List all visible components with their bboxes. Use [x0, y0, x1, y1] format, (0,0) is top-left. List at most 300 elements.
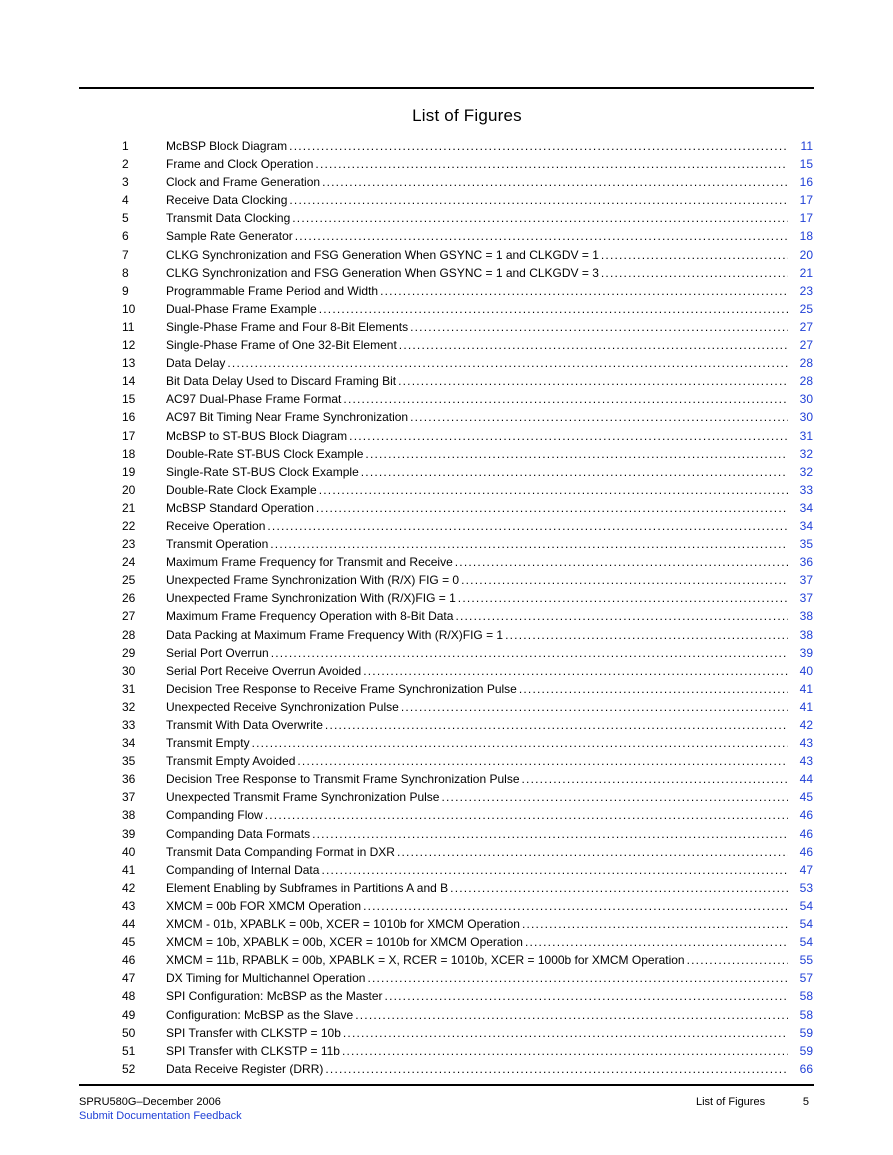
- figure-entry: [0, 499, 893, 517]
- figure-number: 29: [122, 645, 136, 660]
- figure-page-link[interactable]: 32: [799, 464, 813, 479]
- figure-entry: [0, 517, 893, 535]
- figure-entry: [0, 951, 893, 969]
- figure-entry: [0, 137, 893, 155]
- figure-link[interactable]: [166, 770, 788, 788]
- figure-title: Transmit Data Companding Format in DXR: [166, 844, 395, 859]
- figure-title: Double-Rate Clock Example: [166, 482, 317, 497]
- figure-title: Serial Port Overrun: [166, 645, 269, 660]
- figure-page-link[interactable]: 38: [799, 627, 813, 642]
- dot-leader: [355, 1006, 788, 1024]
- figure-page-link[interactable]: 28: [799, 374, 813, 389]
- figure-entry: [0, 933, 893, 951]
- figure-number: 18: [122, 446, 136, 461]
- dot-leader: [321, 861, 788, 879]
- figure-number: 24: [122, 555, 136, 570]
- dot-leader: [522, 915, 788, 933]
- dot-leader: [319, 481, 788, 499]
- figure-entry: [0, 318, 893, 336]
- figure-title: Maximum Frame Frequency for Transmit and Receive: [166, 555, 453, 570]
- figure-entry: [0, 969, 893, 987]
- dot-leader: [271, 644, 788, 662]
- dot-leader: [441, 788, 788, 806]
- figure-entry: [0, 390, 893, 408]
- dot-leader: [397, 843, 788, 861]
- figure-number: 46: [122, 953, 136, 968]
- figure-page-link[interactable]: 53: [799, 880, 813, 895]
- figure-entry: [0, 626, 893, 644]
- figure-title: Transmit Empty Avoided: [166, 754, 296, 769]
- dot-leader: [227, 354, 788, 372]
- figure-page-link[interactable]: 31: [799, 428, 813, 443]
- figure-link[interactable]: [166, 969, 788, 987]
- figure-number: 48: [122, 989, 136, 1004]
- figure-link[interactable]: [166, 336, 788, 354]
- figure-link[interactable]: [166, 589, 788, 607]
- figure-number: 8: [122, 265, 129, 280]
- figure-number: 19: [122, 464, 136, 479]
- figure-entry: [0, 445, 893, 463]
- figure-number: 44: [122, 917, 136, 932]
- figure-page-link[interactable]: 35: [799, 537, 813, 552]
- figure-entry: [0, 680, 893, 698]
- figure-entry: [0, 716, 893, 734]
- figure-link[interactable]: [166, 788, 788, 806]
- figure-title: Data Packing at Maximum Frame Frequency With (R/X)FIG = 1: [166, 627, 504, 642]
- figure-entry: [0, 481, 893, 499]
- figure-page-link[interactable]: 55: [799, 953, 813, 968]
- figure-link[interactable]: [166, 644, 788, 662]
- figure-link[interactable]: [166, 517, 788, 535]
- figure-link[interactable]: [166, 680, 788, 698]
- figure-title: Element Enabling by Subframes in Partitions A and B: [166, 880, 449, 895]
- figure-title: Decision Tree Response to Transmit Frame Synchronization Pulse: [166, 772, 520, 787]
- figure-page-link[interactable]: 20: [799, 247, 813, 262]
- figure-link[interactable]: [166, 372, 788, 390]
- figure-number: 42: [122, 880, 136, 895]
- figure-page-link[interactable]: 17: [799, 211, 813, 226]
- figure-link[interactable]: [166, 318, 788, 336]
- figure-number: 38: [122, 808, 136, 823]
- figure-page-link[interactable]: 21: [799, 265, 813, 280]
- figure-title: Clock and Frame Generation: [166, 175, 321, 190]
- figure-title: AC97 Bit Timing Near Frame Synchronization: [166, 410, 409, 425]
- figure-number: 52: [122, 1061, 136, 1076]
- dot-leader: [525, 933, 788, 951]
- figure-title: Transmit Data Clocking: [166, 211, 291, 226]
- dot-leader: [325, 1060, 788, 1078]
- figure-page-link[interactable]: 30: [799, 392, 813, 407]
- figure-page-link[interactable]: 59: [799, 1043, 813, 1058]
- figure-entry: [0, 336, 893, 354]
- figure-page-link[interactable]: 44: [799, 772, 813, 787]
- figure-number: 17: [122, 428, 136, 443]
- page-number: 5: [802, 1096, 809, 1108]
- figure-page-link[interactable]: 45: [799, 790, 813, 805]
- figure-title: Serial Port Receive Overrun Avoided: [166, 663, 362, 678]
- figure-entry: [0, 987, 893, 1005]
- figure-page-link[interactable]: 54: [799, 898, 813, 913]
- figure-number: 32: [122, 699, 136, 714]
- dot-leader: [322, 173, 788, 191]
- figure-link[interactable]: [166, 861, 788, 879]
- document-id: SPRU580G–December 2006: [79, 1096, 221, 1108]
- figure-link[interactable]: [166, 987, 788, 1005]
- figure-page-link[interactable]: 18: [799, 229, 813, 244]
- figure-number: 2: [122, 157, 129, 172]
- figure-title: Companding Flow: [166, 808, 263, 823]
- figure-number: 50: [122, 1025, 136, 1040]
- figure-page-link[interactable]: 32: [799, 446, 813, 461]
- figure-number: 36: [122, 772, 136, 787]
- figure-link[interactable]: [166, 662, 788, 680]
- figure-entry: [0, 191, 893, 209]
- figure-title: McBSP Standard Operation: [166, 500, 314, 515]
- dot-leader: [455, 607, 788, 625]
- figure-title: Bit Data Delay Used to Discard Framing Bit: [166, 374, 397, 389]
- figure-entry: [0, 1024, 893, 1042]
- figure-page-link[interactable]: 23: [799, 283, 813, 298]
- dot-leader: [458, 589, 788, 607]
- figure-page-link[interactable]: 59: [799, 1025, 813, 1040]
- figure-link[interactable]: [166, 499, 788, 517]
- dot-leader: [252, 734, 788, 752]
- figure-title: Unexpected Transmit Frame Synchronization Pulse: [166, 790, 440, 805]
- dot-leader: [342, 1042, 788, 1060]
- figure-title: McBSP Block Diagram: [166, 139, 288, 153]
- figure-number: 4: [122, 193, 129, 208]
- figure-number: 30: [122, 663, 136, 678]
- figure-page-link[interactable]: 27: [799, 319, 813, 334]
- dot-leader: [315, 155, 788, 173]
- figure-title: SPI Configuration: McBSP as the Master: [166, 989, 383, 1004]
- figure-link[interactable]: [166, 698, 788, 716]
- figure-entry: [0, 843, 893, 861]
- figure-title: Transmit Operation: [166, 537, 269, 552]
- dot-leader: [519, 680, 788, 698]
- figure-title: Unexpected Receive Synchronization Pulse: [166, 699, 399, 714]
- figure-entry: [0, 463, 893, 481]
- figure-entry: [0, 770, 893, 788]
- footer-rule: [79, 1084, 814, 1086]
- figure-page-link[interactable]: 28: [799, 356, 813, 371]
- figure-link[interactable]: [166, 553, 788, 571]
- figure-entry: [0, 788, 893, 806]
- figure-title: Configuration: McBSP as the Slave: [166, 1007, 354, 1022]
- figure-link[interactable]: [166, 626, 788, 644]
- figure-title: Sample Rate Generator: [166, 229, 293, 244]
- figure-link[interactable]: [166, 933, 788, 951]
- dot-leader: [270, 535, 788, 553]
- figure-link[interactable]: [166, 137, 788, 155]
- figure-title: Unexpected Frame Synchronization With (R/X) FIG = 0: [166, 573, 460, 588]
- figure-entry: [0, 752, 893, 770]
- figure-page-link[interactable]: 39: [799, 645, 813, 660]
- figure-link[interactable]: [166, 806, 788, 824]
- figure-title: Double-Rate ST-BUS Clock Example: [166, 446, 364, 461]
- figure-number: 13: [122, 356, 136, 371]
- figure-link[interactable]: [166, 752, 788, 770]
- figure-number: 7: [122, 247, 129, 262]
- figure-link[interactable]: [166, 734, 788, 752]
- figure-link[interactable]: [166, 282, 788, 300]
- dot-leader: [601, 264, 788, 282]
- figure-title: CLKG Synchronization and FSG Generation When GSYNC = 1 and CLKGDV = 3: [166, 265, 599, 280]
- figure-link[interactable]: [166, 264, 788, 282]
- figure-number: 14: [122, 374, 136, 389]
- figure-title: Data Delay: [166, 356, 226, 371]
- figure-link[interactable]: [166, 571, 788, 589]
- dot-leader: [267, 517, 788, 535]
- figure-page-link[interactable]: 58: [799, 1007, 813, 1022]
- figure-entry: [0, 806, 893, 824]
- figure-entry: [0, 662, 893, 680]
- figure-entry: [0, 227, 893, 245]
- figure-page-link[interactable]: 41: [799, 681, 813, 696]
- figure-number: 33: [122, 718, 136, 732]
- figure-title: Frame and Clock Operation: [166, 157, 314, 172]
- figure-number: 20: [122, 482, 136, 497]
- figure-page-link[interactable]: 43: [799, 736, 813, 751]
- figure-number: 28: [122, 627, 136, 642]
- figure-page-link[interactable]: 38: [799, 609, 813, 624]
- dot-leader: [343, 390, 788, 408]
- figure-link[interactable]: [166, 191, 788, 209]
- page-title: List of Figures: [412, 106, 522, 125]
- figure-number: 40: [122, 844, 136, 859]
- figure-number: 37: [122, 790, 136, 805]
- figure-title: XMCM = 10b, XPABLK = 00b, XCER = 1010b for XMCM Operation: [166, 935, 523, 950]
- figure-page-link[interactable]: 37: [799, 591, 813, 606]
- figure-title: CLKG Synchronization and FSG Generation When GSYNC = 1 and CLKGDV = 1: [166, 247, 599, 262]
- figure-number: 47: [122, 971, 136, 986]
- figure-number: 9: [122, 283, 129, 298]
- figure-page-link[interactable]: 58: [799, 989, 813, 1004]
- figure-number: 5: [122, 211, 129, 226]
- figure-link[interactable]: [166, 155, 788, 173]
- dot-leader: [401, 698, 788, 716]
- figure-page-link[interactable]: 15: [799, 157, 813, 172]
- dot-leader: [399, 336, 788, 354]
- figure-page-link[interactable]: 36: [799, 555, 813, 570]
- figure-link[interactable]: [166, 390, 788, 408]
- dot-leader: [292, 209, 788, 227]
- figure-entry: [0, 734, 893, 752]
- figure-title: Programmable Frame Period and Width: [166, 283, 379, 298]
- figure-entry: [0, 354, 893, 372]
- dot-leader: [461, 571, 788, 589]
- figure-page-link[interactable]: 37: [799, 573, 813, 588]
- figure-entry: [0, 535, 893, 553]
- dot-leader: [319, 300, 788, 318]
- figure-link[interactable]: [166, 300, 788, 318]
- figure-link[interactable]: [166, 481, 788, 499]
- dot-leader: [349, 427, 788, 445]
- figure-page-link[interactable]: 34: [799, 500, 813, 515]
- figure-link[interactable]: [166, 408, 788, 426]
- figure-link[interactable]: [166, 716, 788, 734]
- figure-entry: [0, 300, 893, 318]
- dot-leader: [505, 626, 788, 644]
- figure-link[interactable]: [166, 1042, 788, 1060]
- figure-title: Companding Data Formats: [166, 826, 311, 841]
- figure-title: XMCM = 11b, RPABLK = 00b, XPABLK = X, RCER = 1010b, XCER = 1000b for XMCM Operation: [166, 953, 685, 968]
- figure-entry: [0, 607, 893, 625]
- figure-number: 3: [122, 175, 129, 190]
- dot-leader: [363, 662, 788, 680]
- figure-title: Receive Data Clocking: [166, 193, 288, 208]
- figure-entry: [0, 264, 893, 282]
- figure-link[interactable]: [166, 843, 788, 861]
- figure-entry: [0, 897, 893, 915]
- figure-page-link[interactable]: 11: [800, 139, 813, 153]
- figure-entry: [0, 571, 893, 589]
- figure-number: 34: [122, 736, 136, 751]
- figure-entry: [0, 408, 893, 426]
- dot-leader: [385, 987, 788, 1005]
- figure-title: XMCM = 00b FOR XMCM Operation: [166, 898, 362, 913]
- figure-page-link[interactable]: 54: [799, 917, 813, 932]
- figure-link[interactable]: [166, 246, 788, 264]
- figure-page-link[interactable]: 25: [799, 301, 813, 316]
- figure-number: 43: [122, 898, 136, 913]
- dot-leader: [410, 408, 788, 426]
- figure-page-link[interactable]: 66: [799, 1061, 813, 1076]
- figure-title: AC97 Dual-Phase Frame Format: [166, 392, 342, 407]
- figure-link[interactable]: [166, 1024, 788, 1042]
- dot-leader: [367, 969, 788, 987]
- dot-leader: [522, 770, 789, 788]
- figure-page-link[interactable]: 40: [799, 663, 813, 678]
- dot-leader: [265, 806, 788, 824]
- figure-entry: [0, 173, 893, 191]
- figure-link[interactable]: [166, 354, 788, 372]
- figure-link[interactable]: [166, 227, 788, 245]
- figure-title: McBSP to ST-BUS Block Diagram: [166, 428, 348, 443]
- figure-link[interactable]: [166, 463, 788, 481]
- dot-leader: [380, 282, 788, 300]
- figure-number: 39: [122, 826, 136, 841]
- figure-page-link[interactable]: 57: [799, 971, 813, 986]
- figure-title: Unexpected Frame Synchronization With (R/X)FIG = 1: [166, 591, 456, 606]
- figure-entry: [0, 553, 893, 571]
- figure-link[interactable]: [166, 825, 788, 843]
- figure-number: 1: [122, 139, 129, 153]
- figure-number: 22: [122, 518, 136, 533]
- figure-number: 21: [122, 500, 136, 515]
- figure-link[interactable]: [166, 607, 788, 625]
- dot-leader: [410, 318, 788, 336]
- figure-page-link[interactable]: 30: [799, 410, 813, 425]
- figure-title: Companding of Internal Data: [166, 862, 320, 877]
- figure-number: 16: [122, 410, 136, 425]
- figure-title: Single-Phase Frame of One 32-Bit Element: [166, 338, 397, 353]
- figure-link[interactable]: [166, 173, 788, 191]
- figure-link[interactable]: [166, 879, 788, 897]
- dot-leader: [289, 191, 788, 209]
- dot-leader: [601, 246, 788, 264]
- figure-page-link[interactable]: 46: [799, 808, 813, 823]
- figure-title: Single-Rate ST-BUS Clock Example: [166, 464, 359, 479]
- figure-number: 23: [122, 537, 136, 552]
- dot-leader: [455, 553, 788, 571]
- figure-page-link[interactable]: 33: [799, 482, 813, 497]
- figure-link[interactable]: [166, 1006, 788, 1024]
- figure-entry: [0, 1060, 893, 1078]
- figure-page-link[interactable]: 41: [799, 699, 813, 714]
- figure-link[interactable]: [166, 427, 788, 445]
- figure-entry: [0, 879, 893, 897]
- figure-number: 51: [122, 1043, 136, 1058]
- figure-number: 31: [122, 681, 136, 696]
- figure-page-link[interactable]: 47: [799, 862, 813, 877]
- figure-number: 11: [122, 319, 135, 334]
- figure-entry: [0, 589, 893, 607]
- figure-number: 25: [122, 573, 136, 588]
- dot-leader: [343, 1024, 788, 1042]
- figure-page-link[interactable]: 46: [799, 826, 813, 841]
- figure-entry: [0, 698, 893, 716]
- figure-title: Data Receive Register (DRR): [166, 1061, 324, 1076]
- figure-title: Maximum Frame Frequency Operation with 8-Bit Data: [166, 609, 454, 624]
- figure-title: SPI Transfer with CLKSTP = 11b: [166, 1043, 340, 1058]
- figure-page-link[interactable]: 46: [799, 844, 813, 859]
- figure-number: 45: [122, 935, 136, 950]
- dot-leader: [316, 499, 788, 517]
- figure-entry: [0, 155, 893, 173]
- figure-page-link[interactable]: 27: [799, 338, 813, 353]
- figure-number: 41: [122, 862, 136, 877]
- figure-number: 6: [122, 229, 129, 244]
- figure-link[interactable]: [166, 1060, 788, 1078]
- figure-entry: [0, 861, 893, 879]
- figure-page-link[interactable]: 17: [799, 193, 813, 208]
- figure-link[interactable]: [166, 445, 788, 463]
- figure-link[interactable]: [166, 209, 788, 227]
- dot-leader: [398, 372, 788, 390]
- figure-title: Receive Operation: [166, 518, 266, 533]
- figure-list: [0, 137, 893, 1078]
- figure-entry: [0, 246, 893, 264]
- figure-link[interactable]: [166, 951, 788, 969]
- figure-page-link[interactable]: 34: [799, 518, 813, 533]
- figure-title: XMCM - 01b, XPABLK = 00b, XCER = 1010b for XMCM Operation: [166, 917, 520, 932]
- figure-number: 12: [122, 338, 136, 353]
- figure-number: 26: [122, 591, 136, 606]
- figure-page-link[interactable]: 42: [799, 718, 813, 732]
- dot-leader: [450, 879, 788, 897]
- figure-page-link[interactable]: 43: [799, 754, 813, 769]
- dot-leader: [363, 897, 788, 915]
- figure-title: Transmit Empty: [166, 736, 250, 751]
- figure-number: 27: [122, 609, 136, 624]
- figure-number: 49: [122, 1007, 136, 1022]
- figure-link[interactable]: [166, 897, 788, 915]
- figure-link[interactable]: [166, 915, 788, 933]
- figure-page-link[interactable]: 16: [799, 175, 813, 190]
- figure-link[interactable]: [166, 535, 788, 553]
- figure-entry: [0, 1042, 893, 1060]
- figure-entry: [0, 372, 893, 390]
- footer-section-title: List of Figures: [696, 1096, 766, 1108]
- figure-number: 15: [122, 392, 136, 407]
- figure-title: Dual-Phase Frame Example: [166, 301, 317, 316]
- dot-leader: [297, 752, 788, 770]
- figure-title: SPI Transfer with CLKSTP = 10b: [166, 1025, 341, 1040]
- dot-leader: [687, 951, 788, 969]
- submit-feedback-link[interactable]: Submit Documentation Feedback: [79, 1110, 242, 1122]
- figure-page-link[interactable]: 54: [799, 935, 813, 950]
